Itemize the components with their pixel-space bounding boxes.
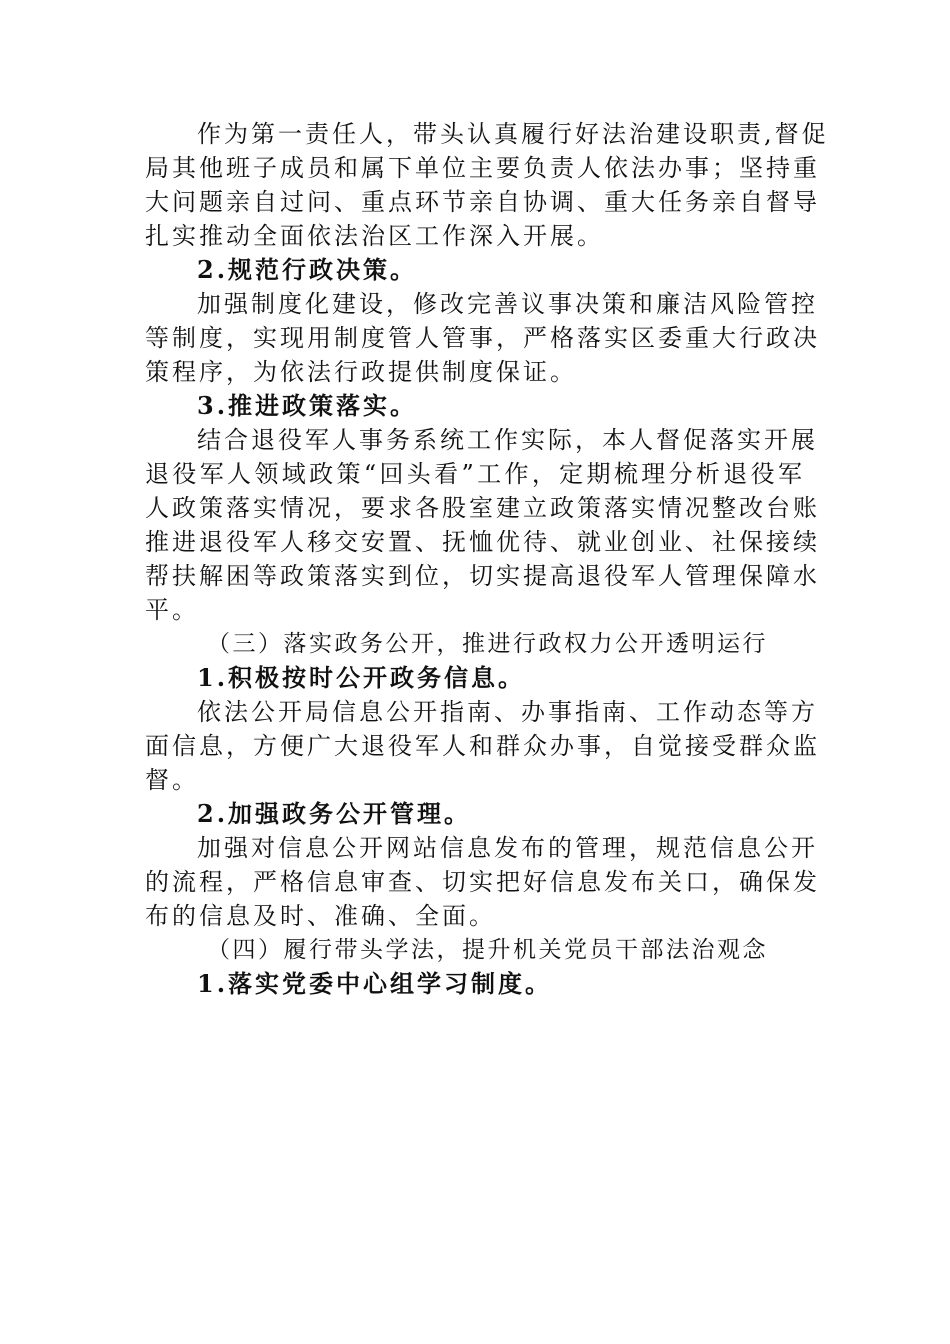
- text-line: 帮扶解困等政策落实到位，切实提高退役军人管理保障水: [145, 562, 820, 590]
- body-paragraph: [145, 117, 829, 253]
- body-paragraph: [145, 695, 820, 797]
- subheading-text: 1.积极按时公开政务信息。: [197, 663, 526, 692]
- text-line: 人政策落实情况，要求各股室建立政策落实情况整改台账: [145, 494, 820, 522]
- text-line: 扎实推动全面依法治区工作深入开展。: [145, 222, 604, 250]
- text-line: 策程序，为依法行政提供制度保证。: [145, 358, 577, 386]
- section-heading: [145, 627, 805, 661]
- subheading: [145, 661, 805, 695]
- text-line: 等制度，实现用制度管人管事，严格落实区委重大行政决: [145, 324, 820, 352]
- text-line: 退役军人领域政策“回头看”工作，定期梳理分析退役军: [145, 460, 805, 488]
- text-line: 大问题亲自过问、重点环节亲自协调、重大任务亲自督导: [145, 188, 820, 216]
- text-line: 结合退役军人事务系统工作实际，本人督促落实开展: [197, 426, 818, 454]
- text-line: 作为第一责任人，带头认真履行好法治建设职责,督促: [197, 120, 829, 148]
- text-line: 依法公开局信息公开指南、办事指南、工作动态等方: [197, 698, 818, 726]
- section-heading-text: （三）落实政务公开，推进行政权力公开透明运行: [207, 631, 768, 657]
- subheading-text: 3.推进政策落实。: [197, 391, 418, 420]
- section-heading: [145, 933, 805, 967]
- subheading: [145, 389, 805, 423]
- text-line: 加强制度化建设，修改完善议事决策和廉洁风险管控: [197, 290, 818, 318]
- subheading: [145, 967, 805, 1001]
- subheading-text: 2.规范行政决策。: [197, 255, 418, 284]
- text-line: 面信息，方便广大退役军人和群众办事，自觉接受群众监: [145, 732, 820, 760]
- text-line: 加强对信息公开网站信息发布的管理，规范信息公开: [197, 834, 818, 862]
- text-line: 督。: [145, 766, 199, 794]
- text-line: 布的信息及时、准确、全面。: [145, 902, 496, 930]
- subheading: [145, 797, 805, 831]
- body-paragraph: [145, 287, 820, 389]
- subheading: [145, 253, 805, 287]
- text-line: 推进退役军人移交安置、抚恤优待、就业创业、社保接续: [145, 528, 820, 556]
- section-heading-text: （四）履行带头学法，提升机关党员干部法治观念: [207, 937, 768, 963]
- text-line: 的流程，严格信息审查、切实把好信息发布关口，确保发: [145, 868, 820, 896]
- text-line: 平。: [145, 596, 199, 624]
- subheading-text: 2.加强政务公开管理。: [197, 799, 472, 828]
- subheading-text: 1.落实党委中心组学习制度。: [197, 969, 553, 998]
- text-line: 局其他班子成员和属下单位主要负责人依法办事；坚持重: [145, 154, 820, 182]
- document-body: [145, 117, 829, 1001]
- body-paragraph: [145, 423, 820, 627]
- body-paragraph: [145, 831, 820, 933]
